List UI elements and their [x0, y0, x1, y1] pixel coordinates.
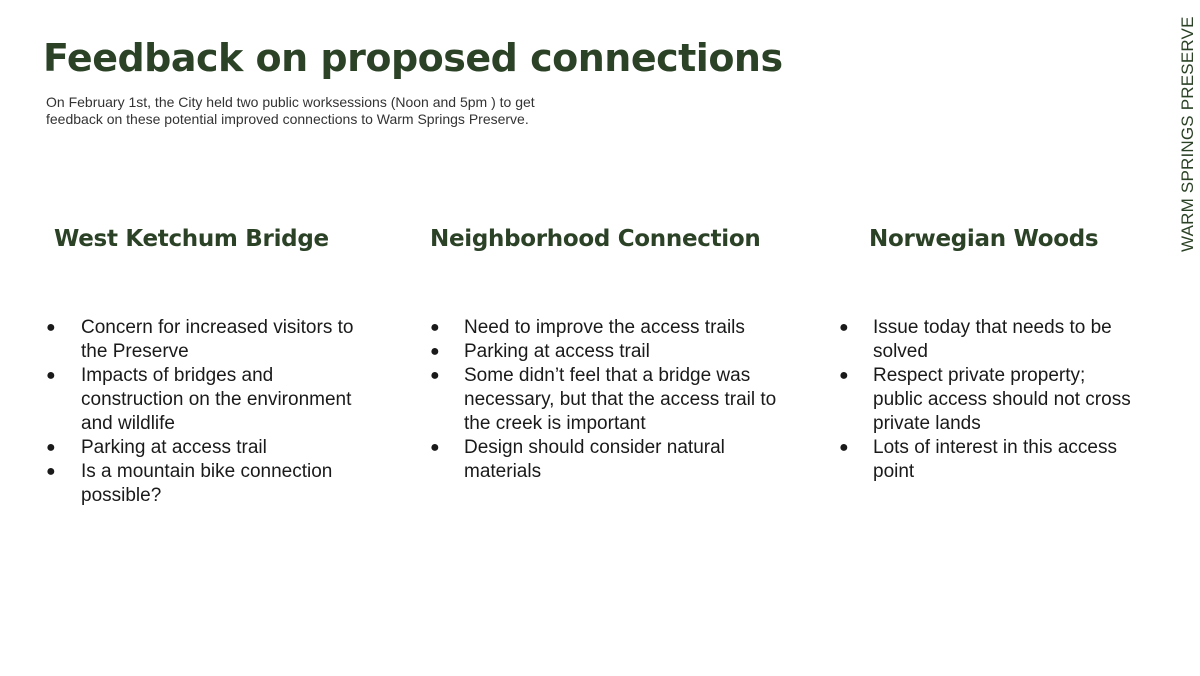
- list-item: [46, 316, 356, 364]
- bullet-icon: ●: [839, 367, 849, 384]
- bullet-icon: ●: [46, 319, 56, 336]
- bullet-icon: ●: [839, 319, 849, 336]
- slide-title: Feedback on proposed connections: [43, 36, 783, 80]
- list-item-text: Parking at access trail: [464, 341, 650, 362]
- side-label: [1170, 0, 1200, 260]
- bullet-icon: ●: [839, 439, 849, 456]
- feedback-list: [430, 316, 800, 484]
- column-west-ketchum-bridge: [46, 226, 354, 506]
- feedback-list: [46, 316, 356, 508]
- slide-subtitle: On February 1st, the City held two public worksessions (Noon and 5pm ) to get feedback on these potential improved connections to Warm Springs Preserve.: [46, 94, 535, 127]
- side-label-text: WARM SPRINGS PRESERVE: [1178, 16, 1197, 252]
- list-item-text: Lots of interest in this access point: [873, 437, 1117, 482]
- list-item-text: Concern for increased visitors to the Preserve: [81, 317, 354, 362]
- list-item: [430, 364, 800, 436]
- feedback-list: [839, 316, 1139, 484]
- column-neighborhood-connection: [430, 226, 777, 482]
- list-item-text: Issue today that needs to be solved: [873, 317, 1112, 362]
- list-item: [839, 316, 1139, 364]
- bullet-icon: ●: [430, 343, 440, 360]
- list-item-text: Impacts of bridges and construction on the environment and wildlife: [81, 365, 352, 434]
- list-item: [839, 436, 1139, 484]
- list-item: [46, 460, 356, 508]
- bullet-icon: ●: [430, 439, 440, 456]
- list-item-text: Some didn’t feel that a bridge was necessary, but that the access trail to the creek is important: [464, 365, 777, 434]
- column-norwegian-woods: [839, 226, 1131, 482]
- list-item-text: Need to improve the access trails: [464, 317, 745, 338]
- list-item: [46, 364, 356, 436]
- bullet-icon: ●: [430, 367, 440, 384]
- bullet-icon: ●: [430, 319, 440, 336]
- column-heading: Neighborhood Connection: [430, 226, 761, 252]
- list-item: [430, 316, 800, 340]
- list-item-text: Parking at access trail: [81, 437, 267, 458]
- list-item: [430, 340, 800, 364]
- list-item-text: Design should consider natural materials: [464, 437, 725, 482]
- list-item-text: Is a mountain bike connection possible?: [81, 461, 333, 506]
- bullet-icon: ●: [46, 439, 56, 456]
- list-item: [46, 436, 356, 460]
- column-heading: Norwegian Woods: [869, 226, 1099, 252]
- bullet-icon: ●: [46, 463, 56, 480]
- list-item: [430, 436, 800, 484]
- list-item: [839, 364, 1139, 436]
- column-heading: West Ketchum Bridge: [54, 226, 329, 252]
- list-item-text: Respect private property; public access should not cross private lands: [873, 365, 1131, 434]
- bullet-icon: ●: [46, 367, 56, 384]
